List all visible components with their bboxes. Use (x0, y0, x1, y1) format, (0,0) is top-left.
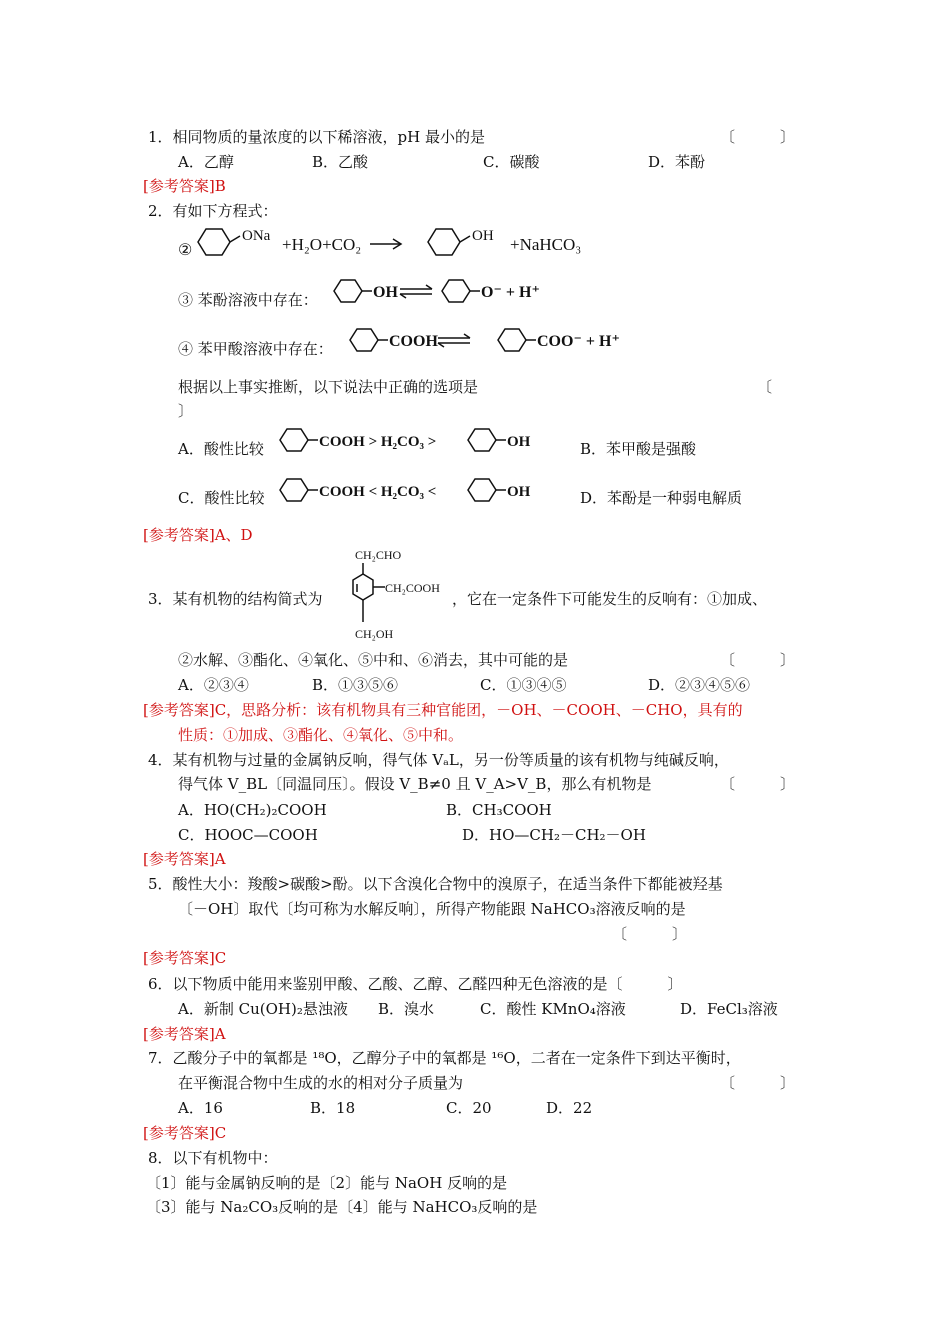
q7-line1: 7．乙酸分子中的氧都是 ¹⁸O，乙醇分子中的氧都是 ¹⁶O，二者在一定条件下到达平衡时， (148, 1049, 741, 1067)
q5-bracket: 〔 〕 (612, 925, 688, 943)
q1-option-b: B．乙酸 (312, 153, 369, 171)
eq2-products: +NaHCO₃ (510, 235, 582, 254)
q7-bracket: 〔 〕 (720, 1074, 796, 1092)
q5-answer: [参考答案]C (143, 949, 227, 967)
q4-option-d: D．HO—CH₂－CH₂－OH (462, 826, 646, 844)
q6-stem: 6．以下物质中能用来鉴别甲酸、乙酸、乙醇、乙醛四种无色溶液的是〔 〕 (148, 975, 683, 993)
q3-bracket: 〔 〕 (720, 651, 796, 669)
eq3-structure (330, 276, 590, 308)
q7-line2: 在平衡混合物中生成的水的相对分子质量为 (178, 1074, 464, 1092)
q2-answer: [参考答案]A、D (143, 526, 253, 544)
q4-line2: 得气体 V_BL〔同温同压〕。假设 V_B≠0 且 V_A>V_B，那么有机物是 (178, 775, 652, 793)
q3-stem-end: ，它在一定条件下可能发生的反响有：①加成、 (452, 590, 768, 608)
q2-option-a-oh: OH (507, 434, 531, 450)
q2-option-c-oh: OH (507, 484, 531, 500)
q2-option-b: B．苯甲酸是强酸 (580, 440, 697, 458)
q7-option-c: C．20 (446, 1099, 492, 1117)
q2-option-c-text: COOH < H₂CO₃ < (319, 484, 437, 500)
q3-option-a: A．②③④ (178, 676, 249, 694)
q4-answer: [参考答案]A (143, 850, 226, 868)
q4-option-c: C．HOOC—COOH (178, 826, 318, 844)
q3-stem-start: 3．某有机物的结构简式为 (148, 590, 323, 608)
eq4-left-label: COOH (389, 333, 438, 350)
eq2-ona-label: ONa (242, 228, 271, 244)
q6-answer: [参考答案]A (143, 1025, 226, 1043)
q3-option-c: C．①③④⑤ (480, 676, 567, 694)
q4-option-a: A．HO(CH₂)₂COOH (178, 801, 327, 819)
q2-bracket-close: 〕 (178, 402, 194, 420)
q1-answer: [参考答案]B (143, 177, 226, 195)
q2-option-a-formula (276, 425, 546, 457)
q3-option-b: B．①③⑤⑥ (312, 676, 399, 694)
q4-option-b: B．CH₃COOH (446, 801, 552, 819)
q2-option-a-text: COOH > H₂CO₃ > (319, 434, 437, 450)
q3-bottom-group: CH₂OH (355, 627, 394, 641)
eq3-left-label: OH (373, 284, 398, 301)
q2-option-c: C．酸性比较 (178, 489, 265, 507)
q6-option-a: A．新制 Cu(OH)₂悬浊液 (178, 1000, 348, 1018)
q1-stem: 1．相同物质的量浓度的以下稀溶液，pH 最小的是 (148, 128, 486, 146)
q5-line2: 〔－OH〕取代〔均可称为水解反响〕，所得产物能跟 NaHCO₃溶液反响的是 (178, 900, 686, 918)
q1-bracket: 〔 〕 (720, 128, 796, 146)
q2-stem: 2．有如下方程式： (148, 202, 278, 220)
q4-bracket: 〔 〕 (720, 775, 796, 793)
eq2-mark: ② (178, 240, 193, 259)
eq4-structure (346, 325, 666, 357)
q3-answer-line2: 性质：①加成、③酯化、④氧化、⑤中和。 (178, 726, 464, 744)
eq4-right-label: COO⁻ + H⁺ (537, 333, 620, 350)
q8-sub1: 〔1〕能与金属钠反响的是〔2〕能与 NaOH 反响的是 (146, 1174, 508, 1192)
q7-answer: [参考答案]C (143, 1124, 227, 1142)
eq2-structure (192, 222, 612, 264)
q3-right-group: CH₂COOH (385, 581, 440, 595)
q2-bracket-open: 〔 (757, 378, 773, 396)
q8-stem: 8．以下有机物中： (148, 1149, 278, 1167)
q1-option-c: C．碳酸 (483, 153, 540, 171)
q5-line1: 5．酸性大小：羧酸>碳酸>酚。以下含溴化合物中的溴原子，在适当条件下都能被羟基 (148, 875, 723, 893)
q3-top-group: CH₂CHO (355, 548, 402, 562)
q7-option-d: D．22 (546, 1099, 593, 1117)
q2-option-a: A．酸性比较 (178, 440, 264, 458)
q7-option-a: A．16 (178, 1099, 223, 1117)
q6-option-d: D．FeCl₃溶液 (680, 1000, 778, 1018)
eq3-right-label: O⁻ + H⁺ (481, 284, 540, 301)
eq2-reactants: +H₂O+CO₂ (282, 235, 362, 254)
q2-option-d: D．苯酚是一种弱电解质 (580, 489, 743, 507)
eq4-label: ④ 苯甲酸溶液中存在： (178, 340, 333, 358)
eq2-oh-label: OH (472, 228, 494, 244)
q3-option-d: D．②③④⑤⑥ (648, 676, 751, 694)
q8-sub2: 〔3〕能与 Na₂CO₃反响的是〔4〕能与 NaHCO₃反响的是 (146, 1198, 538, 1216)
q4-line1: 4．某有机物与过量的金属钠反响，得气体 VₐL，另一份等质量的该有机物与纯碱反响， (148, 751, 729, 769)
eq3-label: ③ 苯酚溶液中存在： (178, 291, 318, 309)
q2-question: 根据以上事实推断，以下说法中正确的选项是 (178, 378, 479, 396)
q7-option-b: B．18 (310, 1099, 356, 1117)
q1-option-d: D．苯酚 (648, 153, 706, 171)
q6-option-b: B．溴水 (378, 1000, 435, 1018)
q3-answer-line1: [参考答案]C，思路分析：该有机物具有三种官能团，－OH、－COOH、－CHO，具有的 (143, 701, 743, 719)
q6-option-c: C．酸性 KMnO₄溶液 (480, 1000, 626, 1018)
q3-line2: ②水解、③酯化、④氧化、⑤中和、⑥消去，其中可能的是 (178, 651, 569, 669)
q1-option-a: A．乙醇 (178, 153, 234, 171)
q2-option-c-formula (276, 475, 546, 507)
q3-structure (345, 544, 455, 644)
